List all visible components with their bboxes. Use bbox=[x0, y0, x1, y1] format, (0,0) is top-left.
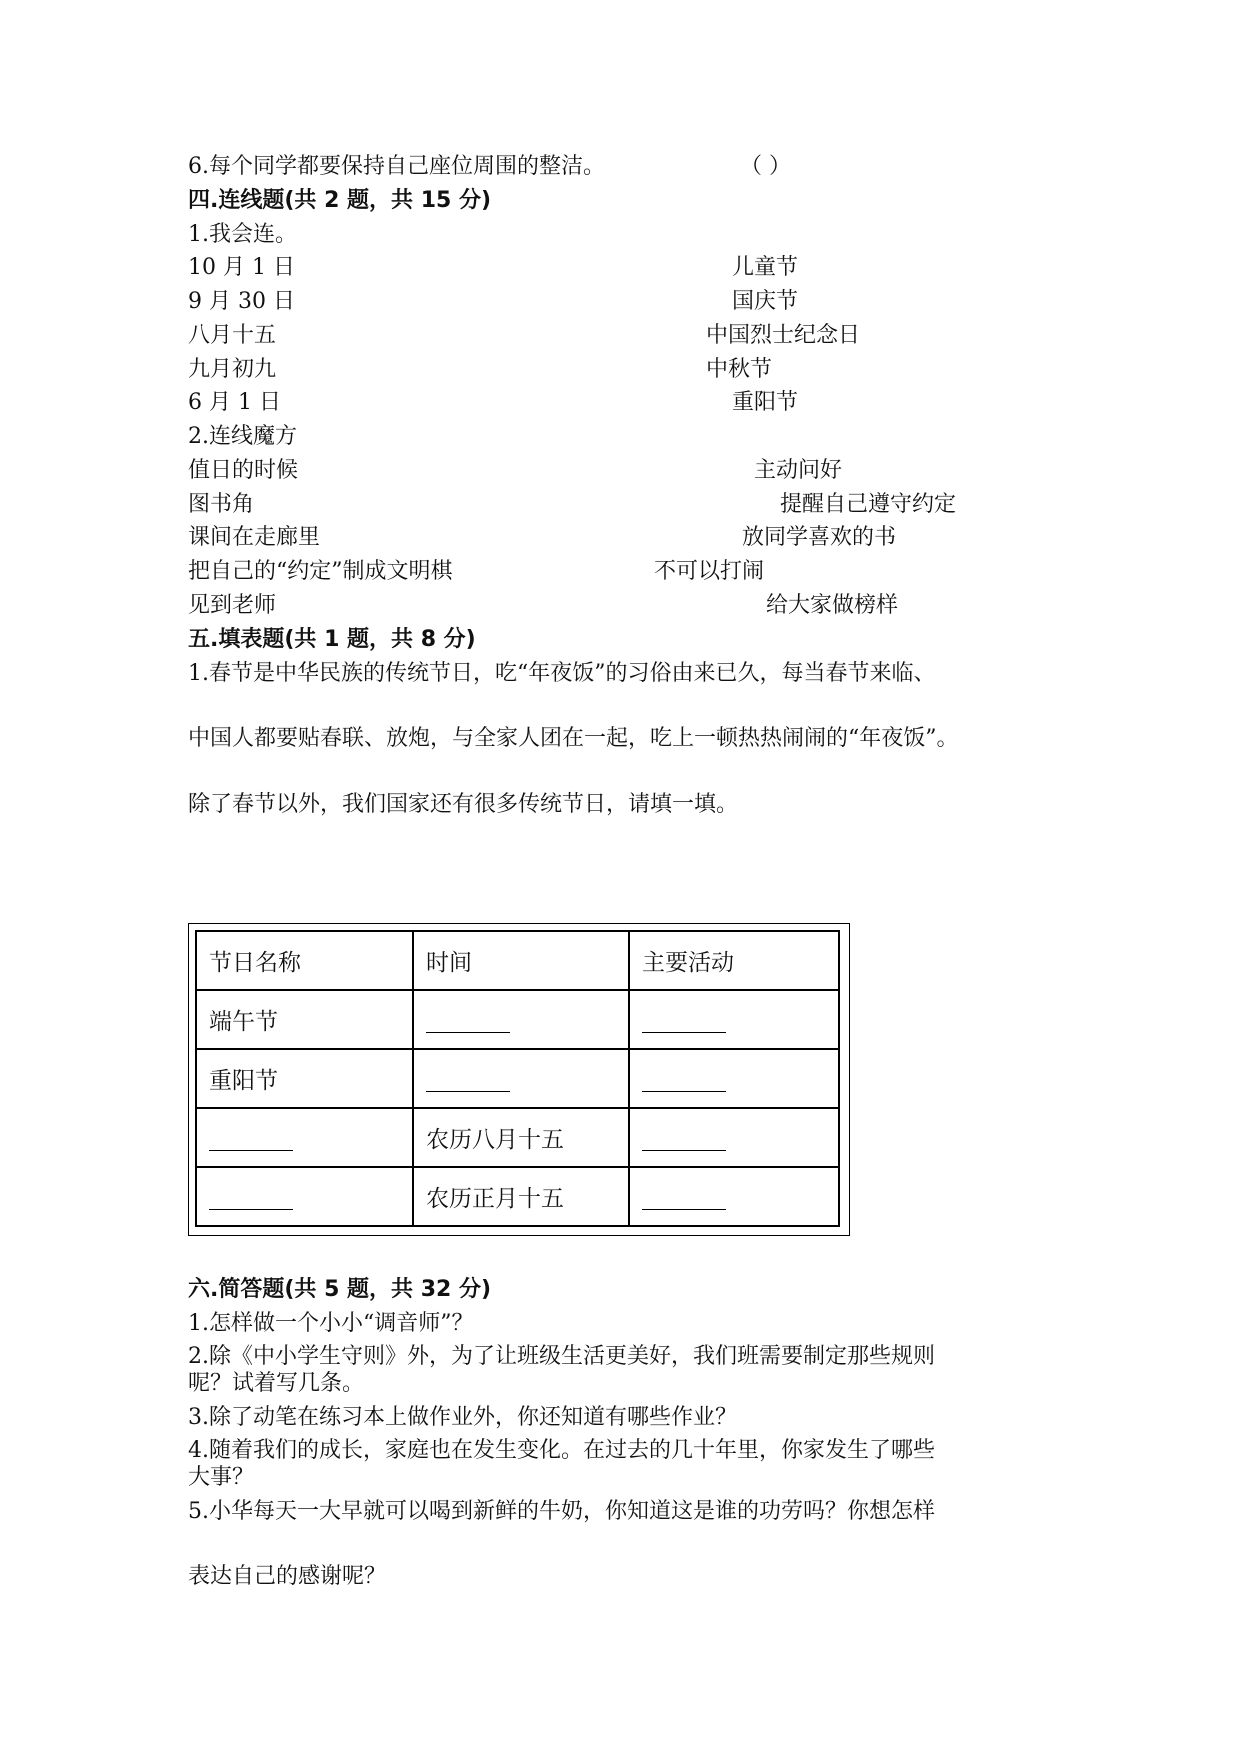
blank-cell[interactable] bbox=[196, 1167, 413, 1226]
match1-right-item: 国庆节 bbox=[732, 289, 799, 314]
table-header: 主要活动 bbox=[629, 931, 839, 990]
short-question-4-cont: 大事？ bbox=[188, 1465, 255, 1490]
match2-right-item: 主动问好 bbox=[754, 458, 843, 483]
table-row bbox=[196, 1108, 839, 1167]
table-header: 时间 bbox=[413, 931, 629, 990]
fill-question-text: 中国人都要贴春联、放炮，与全家人团在一起，吃上一顿热热闹闹的“年夜饭”。 bbox=[188, 726, 959, 751]
match1-left-item: 九月初九 bbox=[188, 357, 277, 382]
answer-blank[interactable] bbox=[209, 1128, 293, 1151]
table-row bbox=[196, 1167, 839, 1226]
section-title-short-answer: 六.简答题(共 5 题，共 32 分) bbox=[188, 1277, 492, 1302]
match2-left-item: 值日的时候 bbox=[188, 458, 299, 483]
answer-blank[interactable] bbox=[642, 1128, 726, 1151]
table-cell: 农历正月十五 bbox=[413, 1167, 629, 1226]
fill-question-text: 除了春节以外，我们国家还有很多传统节日，请填一填。 bbox=[188, 792, 739, 817]
match2-right-item: 给大家做榜样 bbox=[766, 593, 899, 618]
short-question-1: 1.怎样做一个小小“调音师”？ bbox=[188, 1311, 474, 1336]
blank-cell[interactable] bbox=[629, 1167, 839, 1226]
match1-left-item: 10 月 1 日 bbox=[188, 255, 295, 280]
answer-blank[interactable] bbox=[426, 1069, 510, 1092]
short-question-3: 3.除了动笔在练习本上做作业外，你还知道有哪些作业？ bbox=[188, 1405, 737, 1430]
judgement-question-6: 6.每个同学都要保持自己座位周围的整洁。 bbox=[188, 154, 605, 179]
table-row bbox=[196, 1049, 839, 1108]
match2-right-item: 不可以打闹 bbox=[654, 559, 765, 584]
match1-right-item: 中秋节 bbox=[706, 357, 773, 382]
match2-left-item: 课间在走廊里 bbox=[188, 525, 321, 550]
match1-left-item: 9 月 30 日 bbox=[188, 289, 295, 314]
short-question-4: 4.随着我们的成长，家庭也在发生变化。在过去的几十年里，你家发生了哪些 bbox=[188, 1438, 935, 1463]
blank-cell[interactable] bbox=[196, 1108, 413, 1167]
answer-bracket: （ ） bbox=[740, 154, 791, 179]
table-cell: 重阳节 bbox=[196, 1049, 413, 1108]
short-question-5: 5.小华每天一大早就可以喝到新鲜的牛奶，你知道这是谁的功劳吗？你想怎样 bbox=[188, 1499, 935, 1524]
fill-question-text: 1.春节是中华民族的传统节日，吃“年夜饭”的习俗由来已久，每当春节来临、 bbox=[188, 661, 936, 686]
short-question-2-cont: 呢？试着写几条。 bbox=[188, 1371, 365, 1396]
table-cell: 农历八月十五 bbox=[413, 1108, 629, 1167]
table-header: 节日名称 bbox=[196, 931, 413, 990]
section-title-fill-table: 五.填表题(共 1 题，共 8 分) bbox=[188, 627, 476, 652]
blank-cell[interactable] bbox=[629, 990, 839, 1049]
match2-right-item: 提醒自己遵守约定 bbox=[780, 492, 957, 517]
short-question-5-cont: 表达自己的感谢呢？ bbox=[188, 1564, 387, 1589]
match2-left-item: 见到老师 bbox=[188, 593, 277, 618]
match2-right-item: 放同学喜欢的书 bbox=[742, 525, 897, 550]
match1-left-item: 八月十五 bbox=[188, 323, 277, 348]
blank-cell[interactable] bbox=[413, 990, 629, 1049]
match2-left-item: 图书角 bbox=[188, 492, 255, 517]
match2-title: 2.连线魔方 bbox=[188, 424, 297, 449]
table-header-row bbox=[196, 931, 839, 990]
answer-blank[interactable] bbox=[209, 1187, 293, 1210]
festival-table bbox=[195, 930, 840, 1227]
blank-cell[interactable] bbox=[629, 1049, 839, 1108]
short-question-2: 2.除《中小学生守则》外，为了让班级生活更美好，我们班需要制定那些规则 bbox=[188, 1344, 935, 1369]
match1-left-item: 6 月 1 日 bbox=[188, 390, 281, 415]
match1-right-item: 儿童节 bbox=[732, 255, 799, 280]
table-row bbox=[196, 990, 839, 1049]
blank-cell[interactable] bbox=[629, 1108, 839, 1167]
answer-blank[interactable] bbox=[426, 1010, 510, 1033]
table-cell: 端午节 bbox=[196, 990, 413, 1049]
answer-blank[interactable] bbox=[642, 1010, 726, 1033]
section-title-matching: 四.连线题(共 2 题，共 15 分) bbox=[188, 188, 492, 213]
answer-blank[interactable] bbox=[642, 1069, 726, 1092]
match1-right-item: 中国烈士纪念日 bbox=[706, 323, 861, 348]
blank-cell[interactable] bbox=[413, 1049, 629, 1108]
answer-blank[interactable] bbox=[642, 1187, 726, 1210]
match1-right-item: 重阳节 bbox=[732, 390, 799, 415]
match2-left-item: 把自己的“约定”制成文明棋 bbox=[188, 559, 453, 584]
match1-title: 1.我会连。 bbox=[188, 222, 297, 247]
